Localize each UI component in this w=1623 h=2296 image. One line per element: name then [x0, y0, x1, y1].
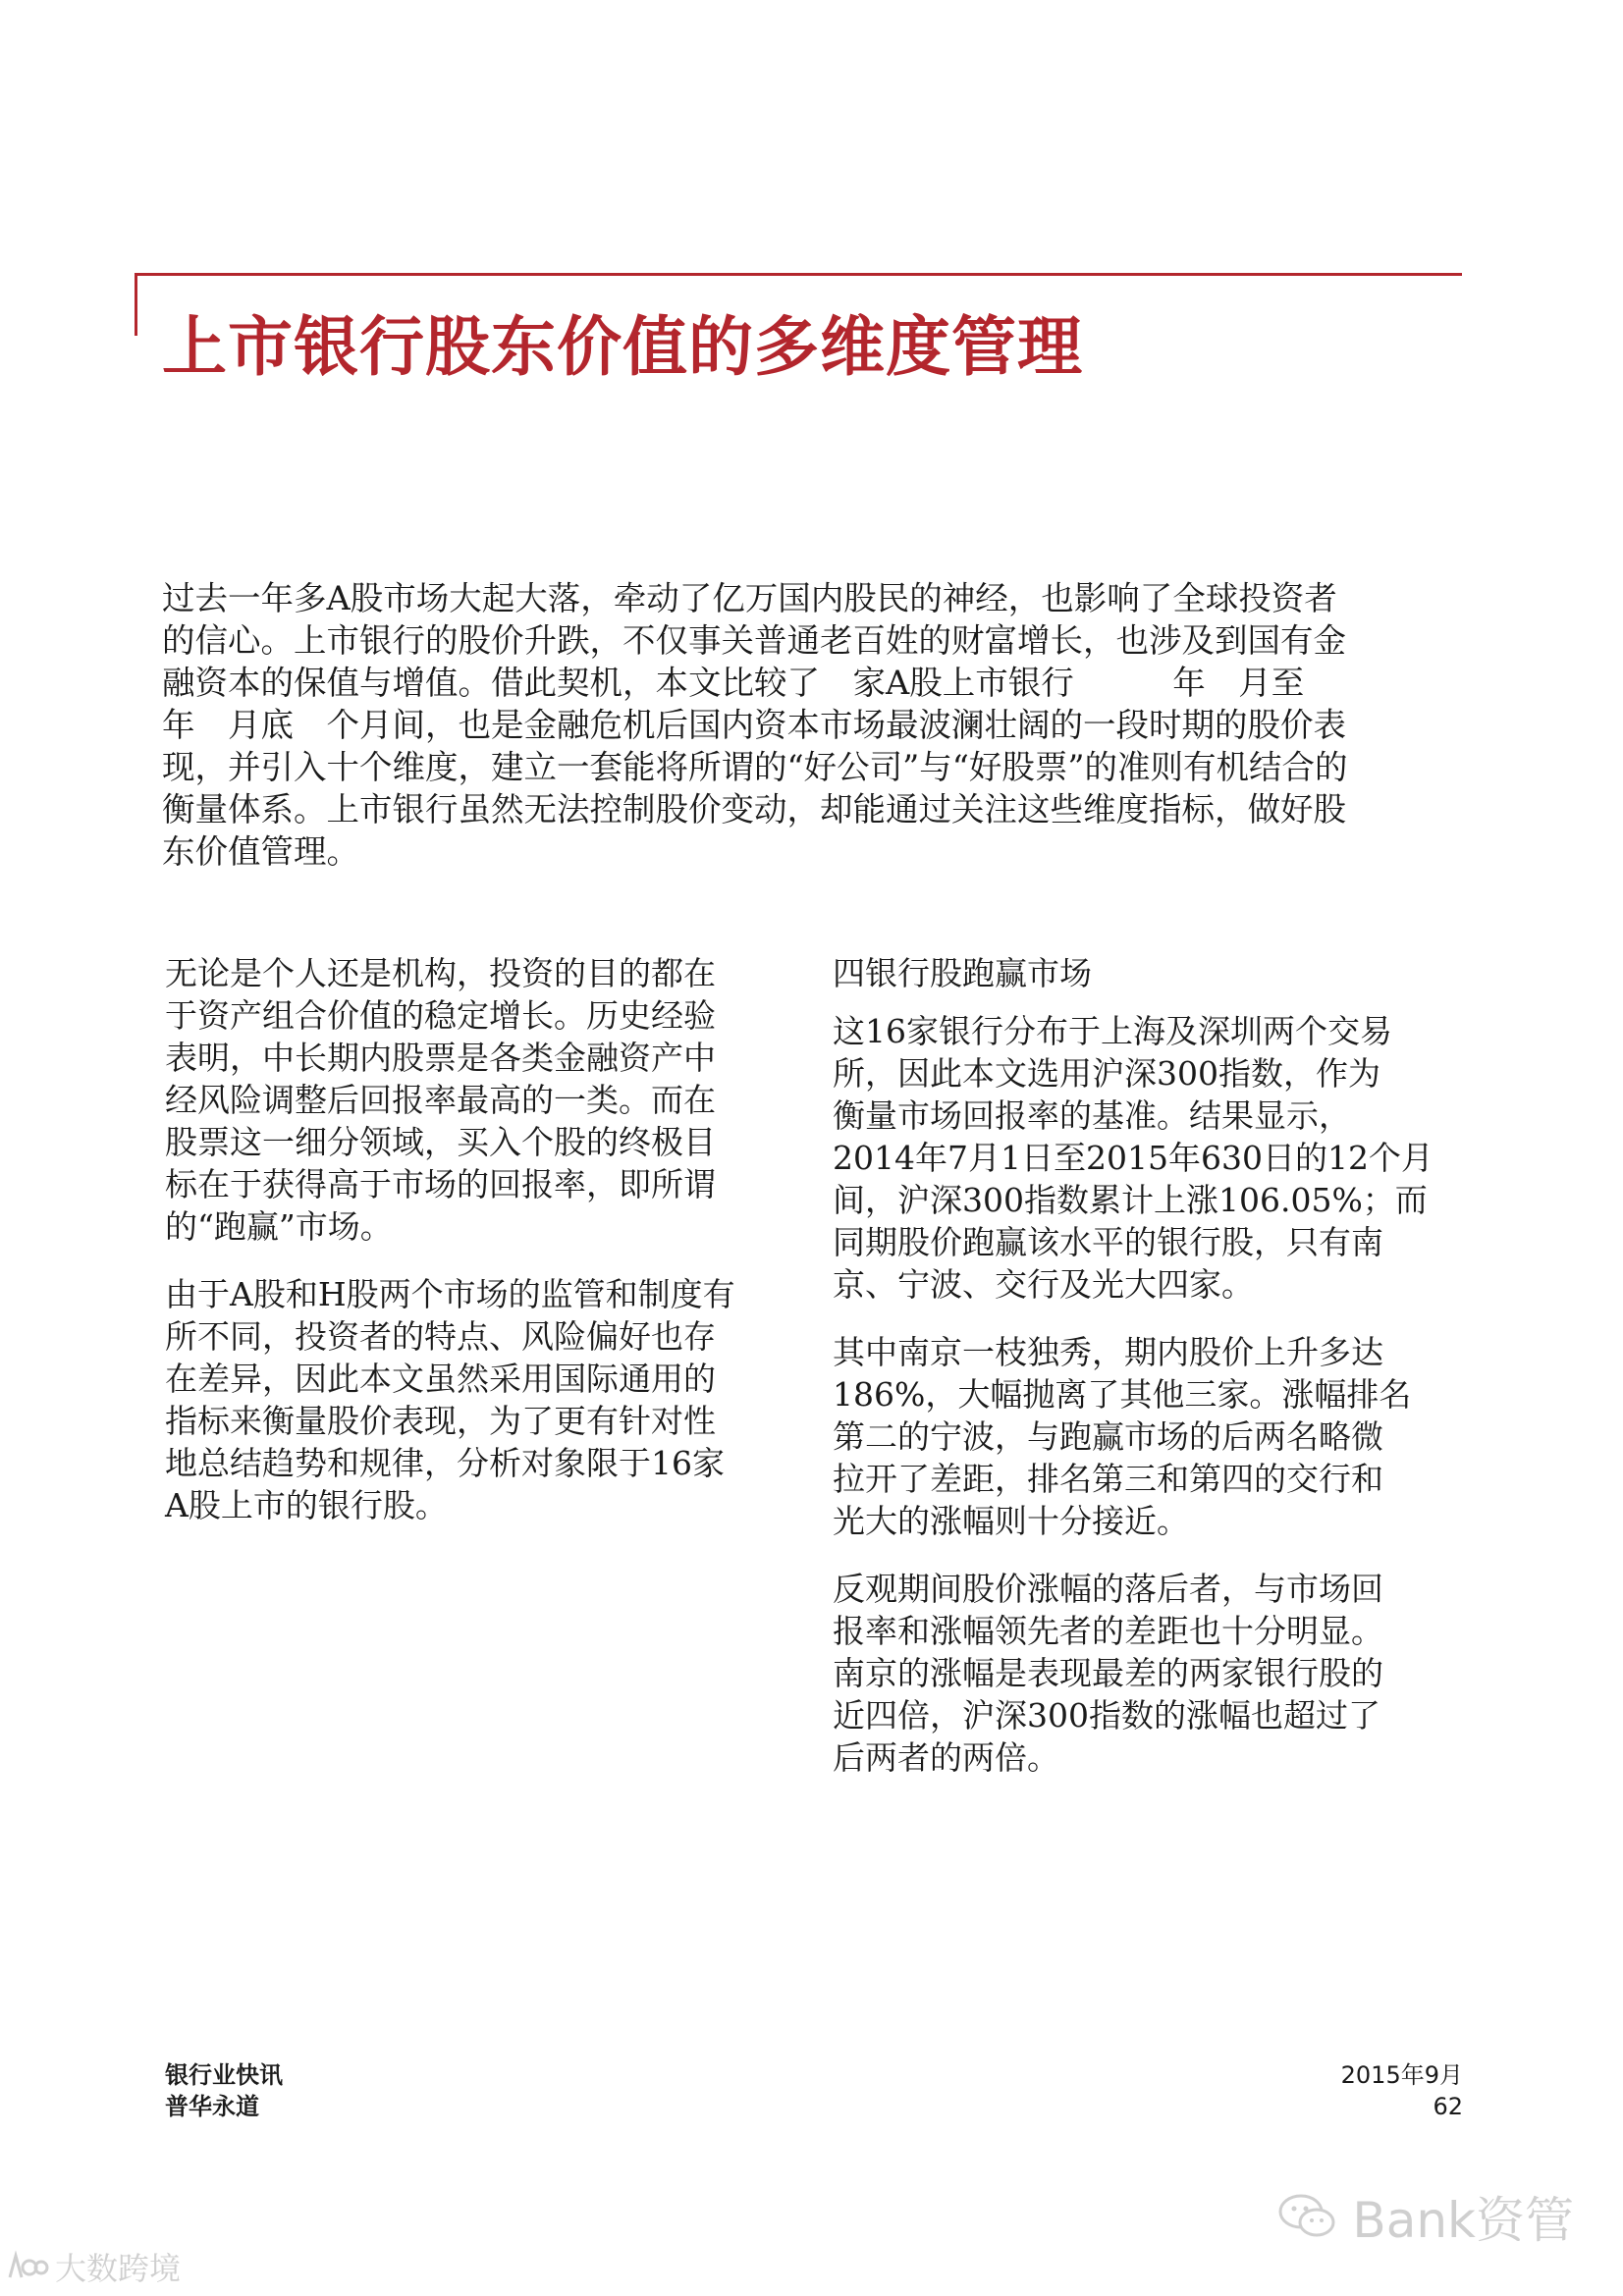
footer-right: [1341, 2059, 1463, 2122]
text-line: 所，因此本文选用沪深300指数，作为: [833, 1054, 1380, 1093]
text-line: 股票这一细分领域，买入个股的终极目: [165, 1123, 716, 1161]
text-line: 第二的宁波，与跑赢市场的后两名略微: [833, 1417, 1383, 1456]
intro-line: 衡量体系。上市银行虽然无法控制股价变动，却能通过关注这些维度指标，做好股: [162, 790, 1346, 828]
page-title: 上市银行股东价值的多维度管理: [162, 309, 1083, 385]
right-paragraph-2: [833, 1331, 1471, 1542]
footer-left: [165, 2059, 283, 2122]
text-line: 186%，大幅抛离了其他三家。涨幅排名: [833, 1375, 1412, 1414]
intro-line: 的信心。上市银行的股价升跌，不仅事关普通老百姓的财富增长，也涉及到国有金: [162, 621, 1346, 660]
footer-firm: 普华永道: [165, 2093, 259, 2120]
watermark-right-text: Bank资管: [1352, 2192, 1574, 2249]
text-line: 近四倍，沪深300指数的涨幅也超过了: [833, 1696, 1380, 1735]
text-line: 于资产组合价值的稳定增长。历史经验: [165, 996, 716, 1035]
section-heading: [833, 952, 1471, 994]
text-line: 同期股价跑赢该水平的银行股，只有南: [833, 1223, 1383, 1261]
left-paragraph-1: [165, 952, 803, 1248]
intro-line: 融资本的保值与增值。借此契机，本文比较了 家A股上市银行 年 月至: [162, 664, 1305, 702]
text-line: 地总结趋势和规律，分析对象限于16家: [165, 1444, 725, 1482]
intro-paragraph: [162, 577, 1463, 873]
text-line: 经风险调整后回报率最高的一类。而在: [165, 1081, 716, 1119]
text-line: 在差异，因此本文虽然采用国际通用的: [165, 1360, 716, 1398]
footer-publication: 银行业快讯: [165, 2061, 283, 2089]
intro-line: 过去一年多A股市场大起大落，牵动了亿万国内股民的神经，也影响了全球投资者: [162, 579, 1337, 617]
text-line: 所不同，投资者的特点、风险偏好也存: [165, 1317, 716, 1356]
text-line: A股上市的银行股。: [165, 1486, 448, 1524]
page-number: 62: [1433, 2093, 1463, 2120]
wechat-icon: [1277, 2192, 1338, 2241]
footer-date: 2015年9月: [1340, 2061, 1463, 2089]
text-line: 报率和涨幅领先者的差距也十分明显。: [833, 1612, 1383, 1650]
text-line: 间，沪深300指数累计上涨106.05%；而: [833, 1181, 1428, 1219]
right-paragraph-1: [833, 1010, 1471, 1306]
text-line: 其中南京一枝独秀，期内股价上升多达: [833, 1333, 1383, 1371]
title-rule: [135, 273, 1462, 276]
text-line: 南京的涨幅是表现最差的两家银行股的: [833, 1654, 1383, 1692]
text-line: 2014年7月1日至2015年630日的12个月: [833, 1139, 1434, 1177]
intro-line: 东价值管理。: [162, 832, 359, 871]
left-paragraph-2: [165, 1273, 803, 1526]
watermark-left-text: 大数跨境: [55, 2250, 182, 2287]
left-column: [165, 952, 803, 1526]
watermark-left: [6, 2244, 181, 2289]
text-line: 这16家银行分布于上海及深圳两个交易: [833, 1012, 1392, 1050]
section-heading-text: 四银行股跑赢市场: [833, 954, 1092, 992]
title-accent-bar: [135, 273, 137, 336]
text-line: 光大的涨幅则十分接近。: [833, 1502, 1189, 1540]
text-line: 的“跑赢”市场。: [165, 1207, 393, 1246]
watermark-right: [1277, 2181, 1574, 2252]
intro-line: 年 月底 个月间，也是金融危机后国内资本市场最波澜壮阔的一段时期的股价表: [162, 706, 1346, 744]
right-paragraph-3: [833, 1568, 1471, 1779]
brand-logo-icon: [6, 2250, 49, 2283]
right-column: [833, 952, 1471, 1779]
text-line: 拉开了差距，排名第三和第四的交行和: [833, 1460, 1383, 1498]
text-line: 标在于获得高于市场的回报率，即所谓: [165, 1165, 716, 1203]
text-line: 指标来衡量股价表现，为了更有针对性: [165, 1402, 716, 1440]
text-line: 表明，中长期内股票是各类金融资产中: [165, 1039, 716, 1077]
text-line: 反观期间股价涨幅的落后者，与市场回: [833, 1570, 1383, 1608]
text-line: 无论是个人还是机构，投资的目的都在: [165, 954, 716, 992]
text-line: 由于A股和H股两个市场的监管和制度有: [165, 1275, 735, 1313]
text-line: 后两者的两倍。: [833, 1738, 1059, 1777]
text-line: 京、宁波、交行及光大四家。: [833, 1265, 1254, 1304]
text-line: 衡量市场回报率的基准。结果显示，: [833, 1096, 1351, 1135]
intro-line: 现，并引入十个维度，建立一套能将所谓的“好公司”与“好股票”的准则有机结合的: [162, 748, 1348, 786]
